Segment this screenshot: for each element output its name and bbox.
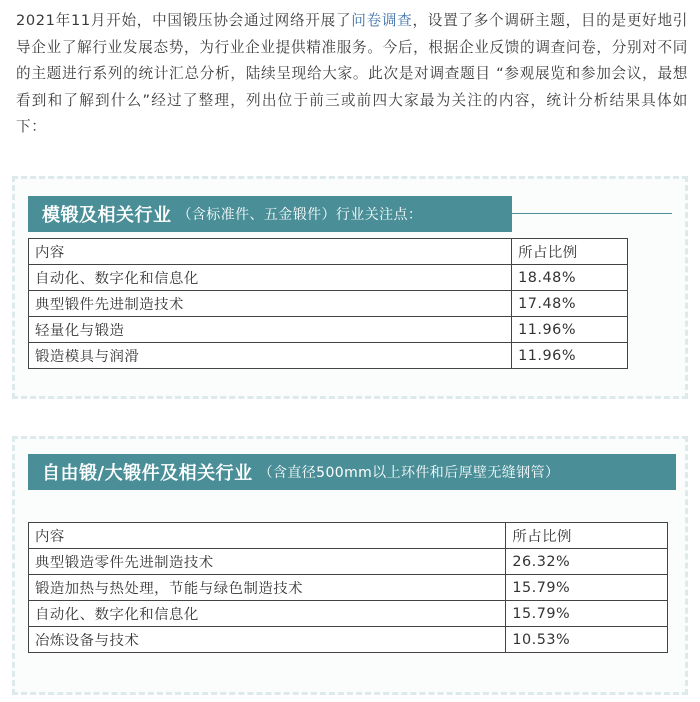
section-subtitle: （含标准件、五金锻件）行业关注点： (177, 207, 423, 223)
row-content: 典型锻造零件先进制造技术 (29, 549, 506, 575)
table-row (29, 549, 668, 575)
row-content: 锻造加热与热处理，节能与绿色制造技术 (29, 575, 506, 601)
row-percentage: 11.96% (512, 317, 628, 343)
section-banner (28, 196, 512, 232)
section-title: 模锻及相关行业 (42, 205, 172, 226)
stats-table (28, 522, 668, 653)
section-card-open-die-forging (12, 436, 688, 695)
table-row (29, 575, 668, 601)
row-percentage: 18.48% (512, 265, 628, 291)
row-content: 自动化、数字化和信息化 (29, 265, 512, 291)
row-percentage: 10.53% (506, 627, 668, 653)
row-content: 轻量化与锻造 (29, 317, 512, 343)
section-banner (28, 454, 676, 490)
table-row (29, 317, 628, 343)
section-card-die-forging (12, 176, 688, 399)
section-title: 自由锻/大锻件及相关行业 (42, 463, 253, 484)
table-row (29, 601, 668, 627)
row-content: 锻造模具与润滑 (29, 343, 512, 369)
row-percentage: 15.79% (506, 601, 668, 627)
row-percentage: 11.96% (512, 343, 628, 369)
banner-rule-line (512, 213, 672, 214)
table-row (29, 291, 628, 317)
table-header-row (29, 523, 668, 549)
row-content: 冶炼设备与技术 (29, 627, 506, 653)
row-percentage: 15.79% (506, 575, 668, 601)
stats-table (28, 238, 628, 369)
header-percentage: 所占比例 (512, 239, 628, 265)
header-content: 内容 (29, 239, 512, 265)
row-content: 自动化、数字化和信息化 (29, 601, 506, 627)
row-percentage: 17.48% (512, 291, 628, 317)
row-percentage: 26.32% (506, 549, 668, 575)
intro-paragraph (16, 8, 688, 141)
header-content: 内容 (29, 523, 506, 549)
intro-text-start: 2021年11月开始，中国锻压协会通过网络开展了 (16, 12, 352, 29)
header-percentage: 所占比例 (506, 523, 668, 549)
table-row (29, 627, 668, 653)
table-header-row (29, 239, 628, 265)
survey-link[interactable]: 问卷调查 (351, 12, 413, 29)
intro-text-end: ，设置了多个调研主题，目的是更好地引导企业了解行业发展态势，为行业企业提供精准服务。今后，根据企业反馈的调查问卷，分别对不同的主题进行系列的统计汇总分析，陆续呈现给大家。此次是对调查题目 “参观展览和参加会议，最想看到和了解到什么”经过了整理，列出位于前三或前四大家最为关注的内容，统计分析结果具体如下： (16, 12, 688, 135)
table-row (29, 343, 628, 369)
section-subtitle: （含直径500mm以上环件和后厚壁无缝钢管） (258, 465, 560, 481)
table-row (29, 265, 628, 291)
row-content: 典型锻件先进制造技术 (29, 291, 512, 317)
